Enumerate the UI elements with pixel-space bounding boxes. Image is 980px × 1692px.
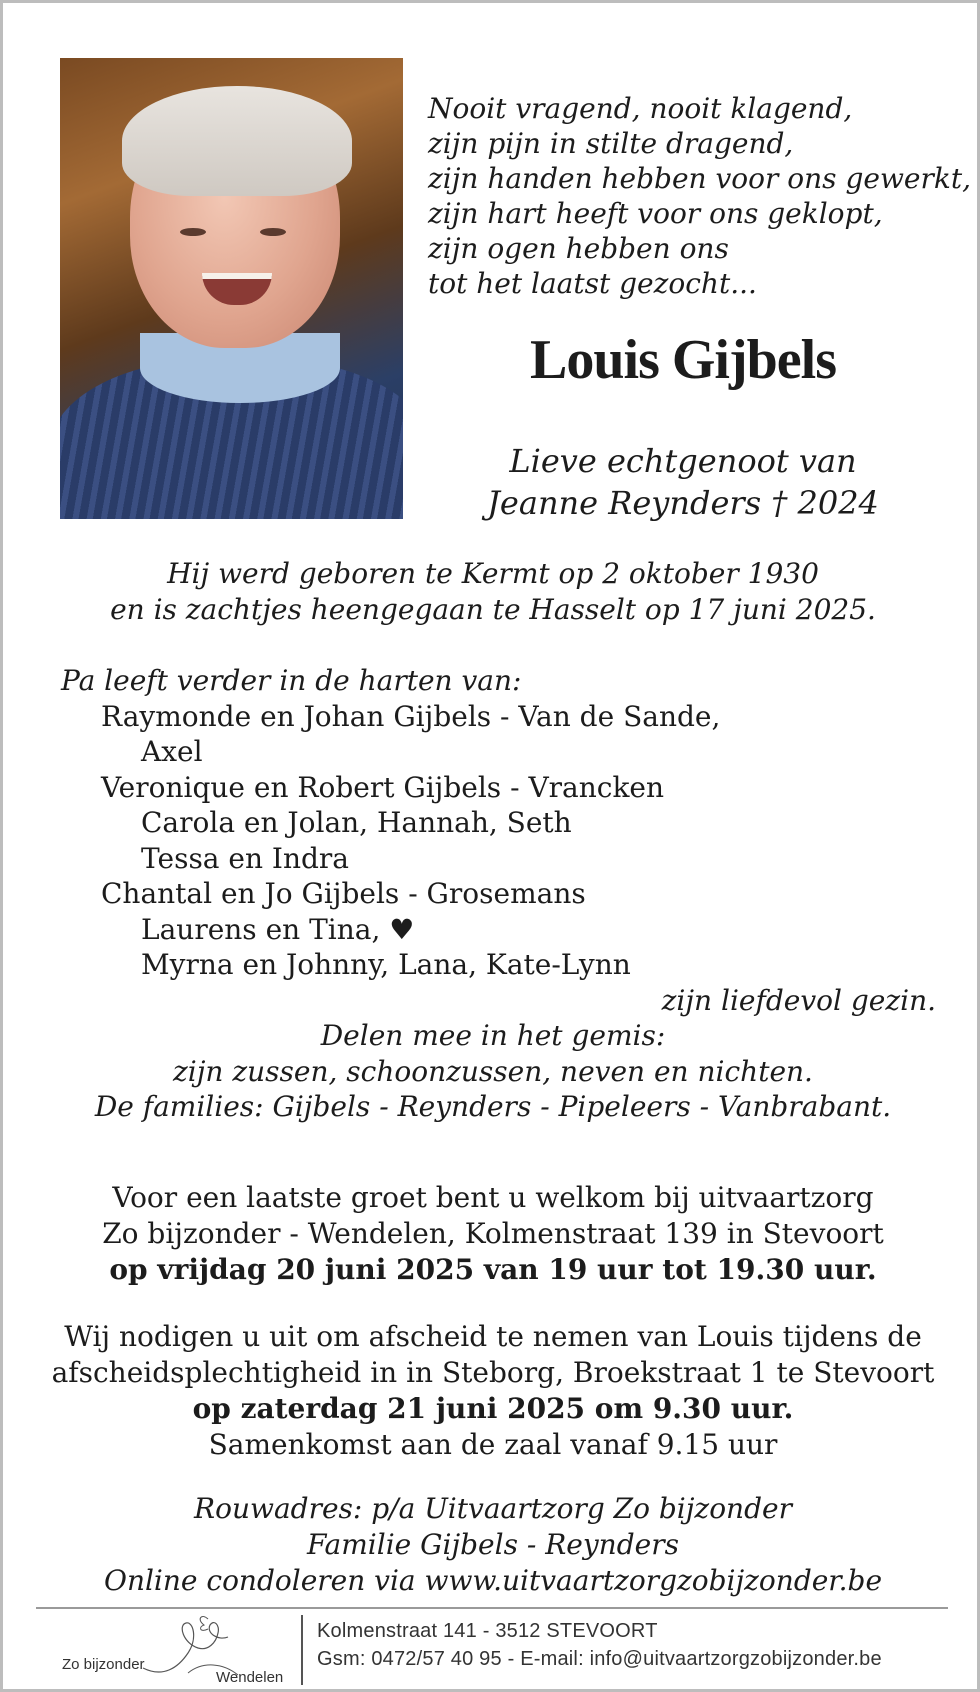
ceremony-datetime: op zaterdag 21 juni 2025 om 9.30 uur.: [192, 1392, 794, 1425]
deceased-name: Louis Gijbels: [530, 329, 836, 391]
poem: [428, 91, 971, 301]
poem-line: tot het laatst gezocht...: [428, 267, 757, 300]
family-line: Raymonde en Johan Gijbels - Van de Sande,: [101, 699, 721, 733]
ceremony-line: Wij nodigen u uit om afscheid te nemen van Louis tijdens de: [64, 1320, 922, 1353]
family-line: Tessa en Indra: [141, 841, 350, 875]
visitation-info: [43, 1180, 943, 1288]
share-line: De families: Gijbels - Reynders - Pipeleers - Vanbrabant.: [94, 1090, 892, 1123]
contact-line: Rouwadres: p/a Uitvaartzorg Zo bijzonder: [194, 1492, 792, 1525]
funeral-home-logo: [58, 1611, 298, 1686]
ceremony-info: [43, 1319, 943, 1463]
share-line: zijn zussen, schoonzussen, neven en nichten.: [173, 1054, 813, 1088]
family-line: Axel: [141, 735, 203, 768]
family-list: [61, 663, 941, 1018]
birth-line: Hij werd geboren te Kermt op 2 oktober 1930: [167, 557, 819, 590]
condolence-line: Online condoleren via www.uitvaartzorgzobijzonder.be: [103, 1564, 883, 1597]
death-line: en is zachtjes heengegaan te Hasselt op 17 juni 2025.: [110, 593, 876, 626]
visit-line: Voor een laatste groet bent u welkom bij uitvaartzorg: [112, 1181, 874, 1214]
family-intro: Pa leeft verder in de harten van:: [61, 664, 522, 697]
spouse-info: [423, 440, 943, 524]
portrait-photo: [60, 58, 403, 519]
poem-line: zijn handen hebben voor ons gewerkt,: [428, 162, 971, 195]
visit-line: Zo bijzonder - Wendelen, Kolmenstraat 139 in Stevoort: [102, 1217, 884, 1250]
family-closing: zijn liefdevol gezin.: [661, 983, 936, 1017]
poem-line: zijn hart heeft voor ons geklopt,: [428, 197, 883, 230]
poem-line: zijn ogen hebben ons: [428, 232, 729, 265]
family-line: Laurens en Tina, ♥: [141, 912, 415, 946]
spouse-line: Lieve echtgenoot van: [509, 442, 857, 480]
contact-info: [43, 1491, 943, 1599]
family-line: Carola en Jolan, Hannah, Seth: [141, 806, 572, 839]
poem-line: Nooit vragend, nooit klagend,: [428, 92, 853, 125]
poem-line: zijn pijn in stilte dragend,: [428, 127, 794, 160]
logo-text-right: Wendelen: [216, 1669, 284, 1686]
logo-text-left: Zo bijzonder: [62, 1656, 145, 1673]
footer-separator: [301, 1615, 303, 1685]
footer-phone-email[interactable]: Gsm: 0472/57 40 95 - E-mail: info@uitvaartzorgzobijzonder.be: [317, 1648, 882, 1670]
footer-address: Kolmenstraat 141 - 3512 STEVOORT: [317, 1620, 658, 1642]
spouse-line: Jeanne Reynders † 2024: [487, 484, 879, 522]
footer-contact: [317, 1617, 957, 1673]
contact-line: Familie Gijbels - Reynders: [307, 1528, 679, 1561]
ceremony-line: afscheidsplechtigheid in in Steborg, Broekstraat 1 te Stevoort: [51, 1356, 935, 1389]
share-line: Delen mee in het gemis:: [320, 1019, 666, 1052]
birth-death-info: [43, 556, 943, 628]
family-line: Veronique en Robert Gijbels - Vrancken: [101, 770, 665, 804]
ceremony-gathering: Samenkomst aan de zaal vanaf 9.15 uur: [208, 1428, 778, 1461]
footer-divider: [36, 1607, 948, 1609]
shared-grief: [43, 1018, 943, 1125]
family-line: Chantal en Jo Gijbels - Grosemans: [101, 877, 586, 910]
visit-datetime: op vrijdag 20 juni 2025 van 19 uur tot 19.30 uur.: [109, 1253, 877, 1286]
family-line: Myrna en Johnny, Lana, Kate-Lynn: [141, 948, 631, 981]
